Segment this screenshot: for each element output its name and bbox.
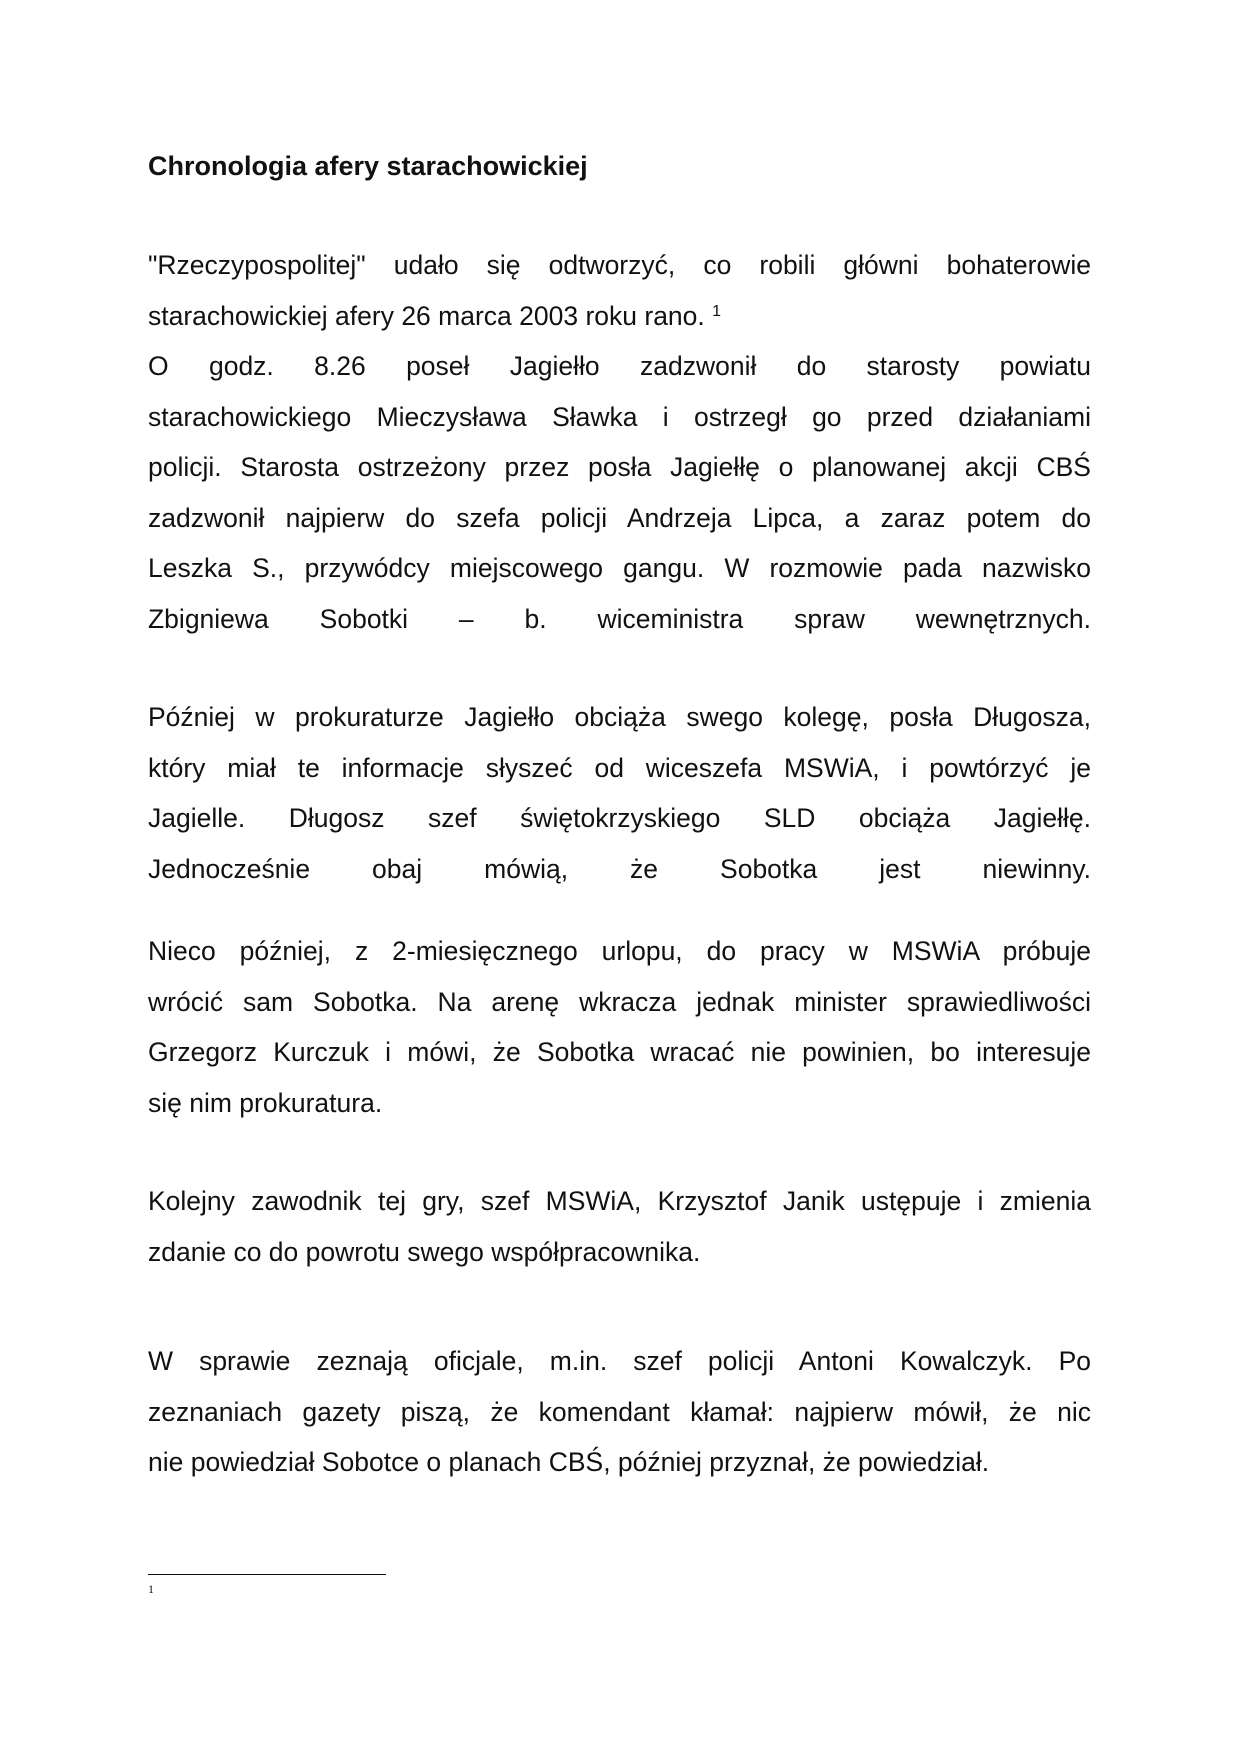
paragraph-line: Leszka S., przywódcy miejscowego gangu. W rozmowie pada nazwisko [148, 553, 1091, 583]
paragraph-5 [148, 1176, 1091, 1277]
paragraph-line: Grzegorz Kurczuk i mówi, że Sobotka wracać nie powinien, bo interesuje [148, 1037, 1091, 1067]
footnote-marker: 1 [148, 1582, 154, 1596]
paragraph-line: starachowickiego Mieczysława Sławka i ostrzegł go przed działaniami [148, 401, 1091, 432]
paragraph-line: który miał te informacje słyszeć od wiceszefa MSWiA, i powtórzyć je [148, 752, 1091, 783]
paragraph-line: nie powiedział Sobotce o planach CBŚ, później przyznał, że powiedział. [148, 1447, 990, 1477]
paragraph-line: zadzwonił najpierw do szefa policji Andrzeja Lipca, a zaraz potem do [148, 502, 1091, 533]
footnote [148, 1582, 154, 1596]
paragraph-line: Jagielle. Długosz szef świętokrzyskiego SLD obciąża Jagiełłę. [148, 803, 1091, 833]
paragraph-line: starachowickiej afery 26 marca 2003 roku rano. [148, 300, 705, 331]
paragraph-4 [148, 926, 1091, 1128]
paragraph-line-with-ref [148, 291, 1091, 342]
footnote-separator [148, 1574, 386, 1575]
paragraph-line: O godz. 8.26 poseł Jagiełło zadzwonił do starosty powiatu [148, 351, 1091, 381]
paragraph-3 [148, 692, 1091, 894]
paragraph-line: zdanie co do powrotu swego współpracownika. [148, 1236, 701, 1267]
paragraph-line: Jednocześnie obaj mówią, że Sobotka jest niewinny. [148, 853, 1091, 884]
paragraph-line: Później w prokuraturze Jagiełło obciąża swego kolegę, posła Długosza, [148, 702, 1091, 732]
document-title: Chronologia afery starachowickiej [148, 151, 588, 181]
paragraph-1 [148, 240, 1091, 341]
paragraph-2 [148, 341, 1091, 644]
paragraph-line: policji. Starosta ostrzeżony przez posła Jagiełłę o planowanej akcji CBŚ [148, 452, 1091, 482]
paragraph-line: się nim prokuratura. [148, 1087, 383, 1118]
footnote-reference[interactable]: 1 [712, 302, 722, 320]
paragraph-line: "Rzeczypospolitej" udało się odtworzyć, co robili główni bohaterowie [148, 250, 1091, 280]
paragraph-line: wrócić sam Sobotka. Na arenę wkracza jednak minister sprawiedliwości [148, 986, 1091, 1017]
paragraph-line: Kolejny zawodnik tej gry, szef MSWiA, Krzysztof Janik ustępuje i zmienia [148, 1186, 1091, 1216]
paragraph-line: zeznaniach gazety piszą, że komendant kłamał: najpierw mówił, że nic [148, 1396, 1091, 1427]
paragraph-line: Nieco później, z 2-miesięcznego urlopu, do pracy w MSWiA próbuje [148, 936, 1091, 966]
paragraph-line: W sprawie zeznają oficjale, m.in. szef policji Antoni Kowalczyk. Po [148, 1346, 1091, 1376]
paragraph-6 [148, 1336, 1091, 1488]
paragraph-line: Zbigniewa Sobotki – b. wiceministra spraw wewnętrznych. [148, 603, 1091, 634]
